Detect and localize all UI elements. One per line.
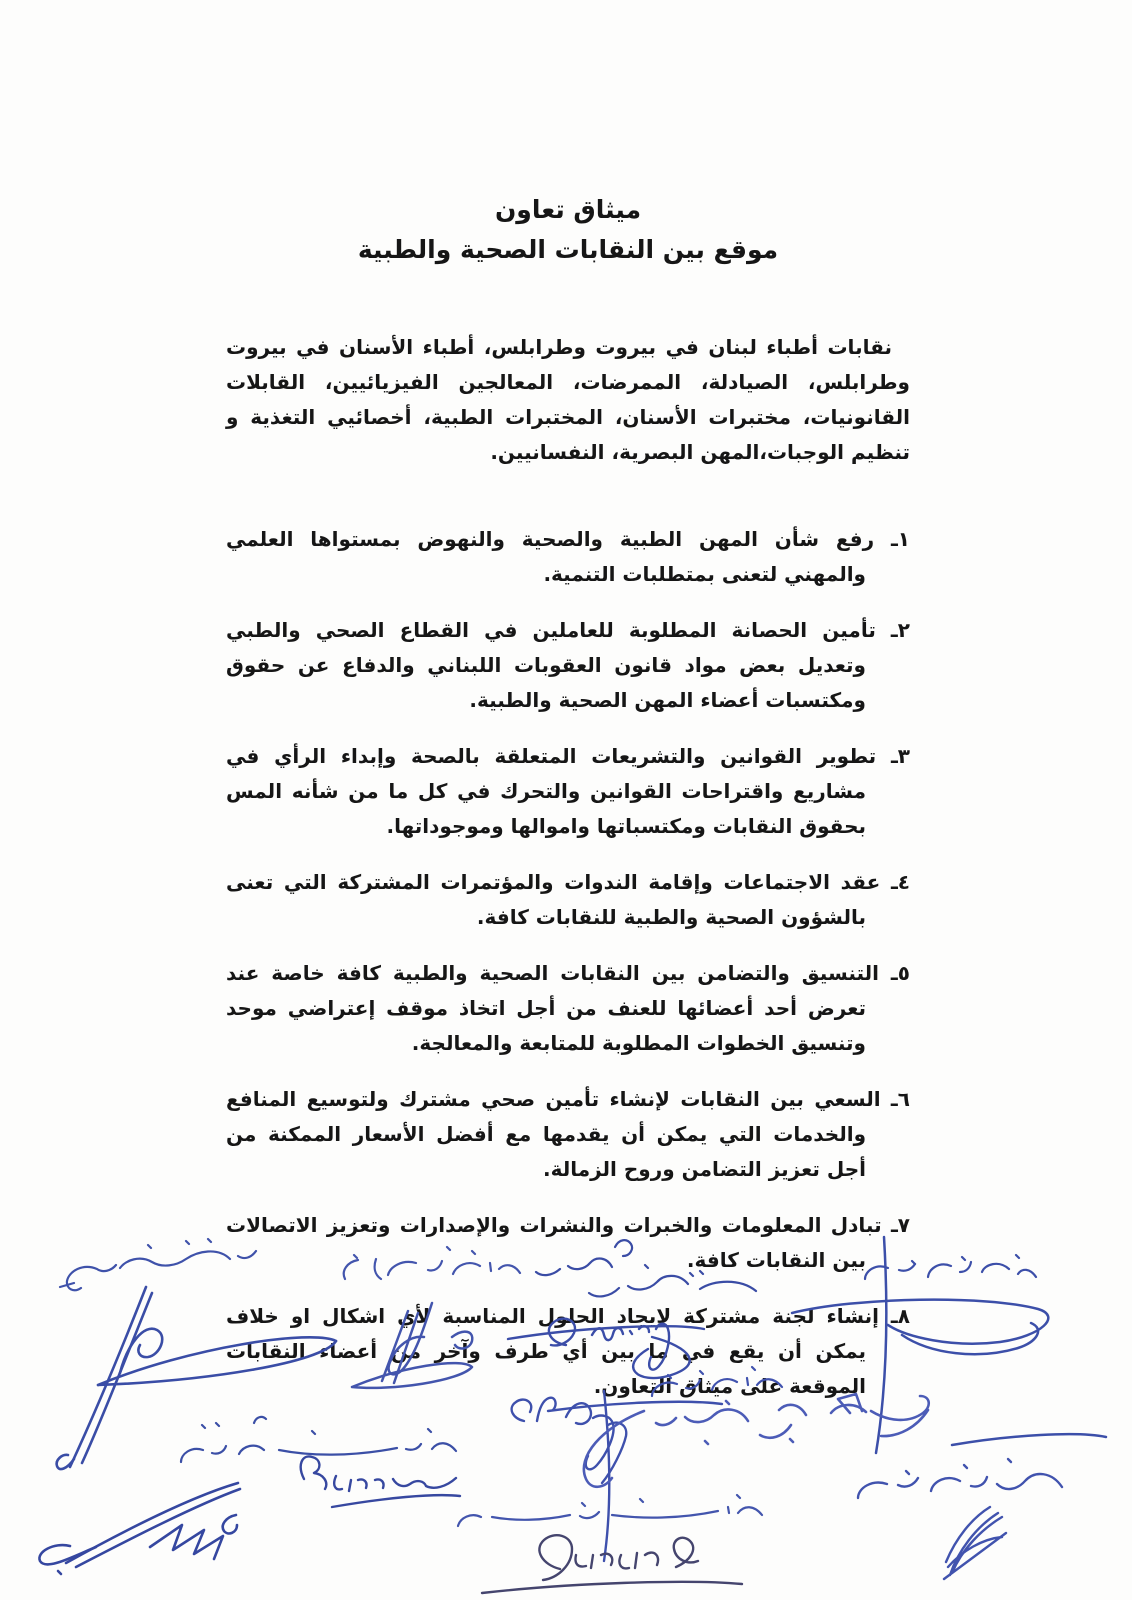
charter-item-3: ٣ـ تطوير القوانين والتشريعات المتعلقة بالصحة وإبداء الرأي في مشاريع واقتراحات القوانين والتحرك في كل ما من شأنه المس بحقوق النقابات ومكتسباتها واموالها وموجوداتها.: [226, 744, 910, 838]
charter-item-2: ٢ـ تأمين الحصانة المطلوبة للعاملين في القطاع الصحي والطبي وتعديل بعض مواد قانون العقوبات اللبناني والدفاع عن حقوق ومكتسبات أعضاء المهن الصحية والطبية.: [226, 618, 910, 712]
page-title: [226, 190, 910, 270]
charter-item-8: ٨ـ إنشاء لجنة مشتركة لإيجاد الحلول المناسبة لأي اشكال او خلاف يمكن أن يقع في ما بين أي طرف وآخر من أعضاء النقابات الموقعة على ميثاق التعاون.: [226, 1304, 910, 1398]
signature-5: [512, 1367, 782, 1561]
charter-subtitle: موقع بين النقابات الصحية والطبية: [357, 235, 779, 264]
signatures-block: [0, 1215, 1132, 1600]
signatures-canvas: [0, 1215, 1132, 1600]
charter-item-1: ١ـ رفع شأن المهن الطبية والصحية والنهوض بمستواها العلمي والمهني لتعنى بمتطلبات التنمية.: [226, 527, 910, 586]
signature-9: [458, 1495, 762, 1593]
signature-3: [508, 1240, 756, 1378]
charter-item-4: ٤ـ عقد الاجتماعات وإقامة الندوات والمؤتمرات المشتركة التي تعنى بالشؤون الصحية والطبية للنقابات كافة.: [226, 870, 910, 929]
signature-4: [792, 1237, 1106, 1453]
charter-title: ميثاق تعاون: [494, 195, 642, 224]
intro-paragraph: نقابات أطباء لبنان في بيروت وطرابلس، أطباء الأسنان في بيروت وطرابلس، الصيادلة، الممرضات، المعالجين الفيزيائيين، القابلات القانونيات، مختبرات الأسنان، المختبرات الطبية، أخصائيي التغذية و تنظيم الوجبات،المهن البصرية، النفسانيين.: [226, 335, 910, 464]
charter-item-6: ٦ـ السعي بين النقابات لإنشاء تأمين صحي مشترك ولتوسيع المنافع والخدمات التي يمكن أن يقدمها مع أفضل الأسعار الممكنة من أجل تعزيز التضامن وروح الزمالة.: [226, 1087, 910, 1181]
charter-item-7: ٧ـ تبادل المعلومات والخبرات والنشرات والإصدارات وتعزيز الاتصالات بين النقابات كافة.: [226, 1213, 910, 1272]
signature-1: [57, 1239, 336, 1469]
signature-10: [858, 1459, 1062, 1579]
signature-2: [344, 1247, 520, 1388]
signature-7: [181, 1417, 460, 1507]
charter-item-5: ٥ـ التنسيق والتضامن بين النقابات الصحية والطبية كافة خاصة عند تعرض أحد أعضائها للعنف من أجل اتخاذ موقف إعتراضي موحد وتنسيق الخطوات المطلوبة للمتابعة والمعالجة.: [226, 961, 910, 1055]
signature-8: [39, 1483, 240, 1574]
